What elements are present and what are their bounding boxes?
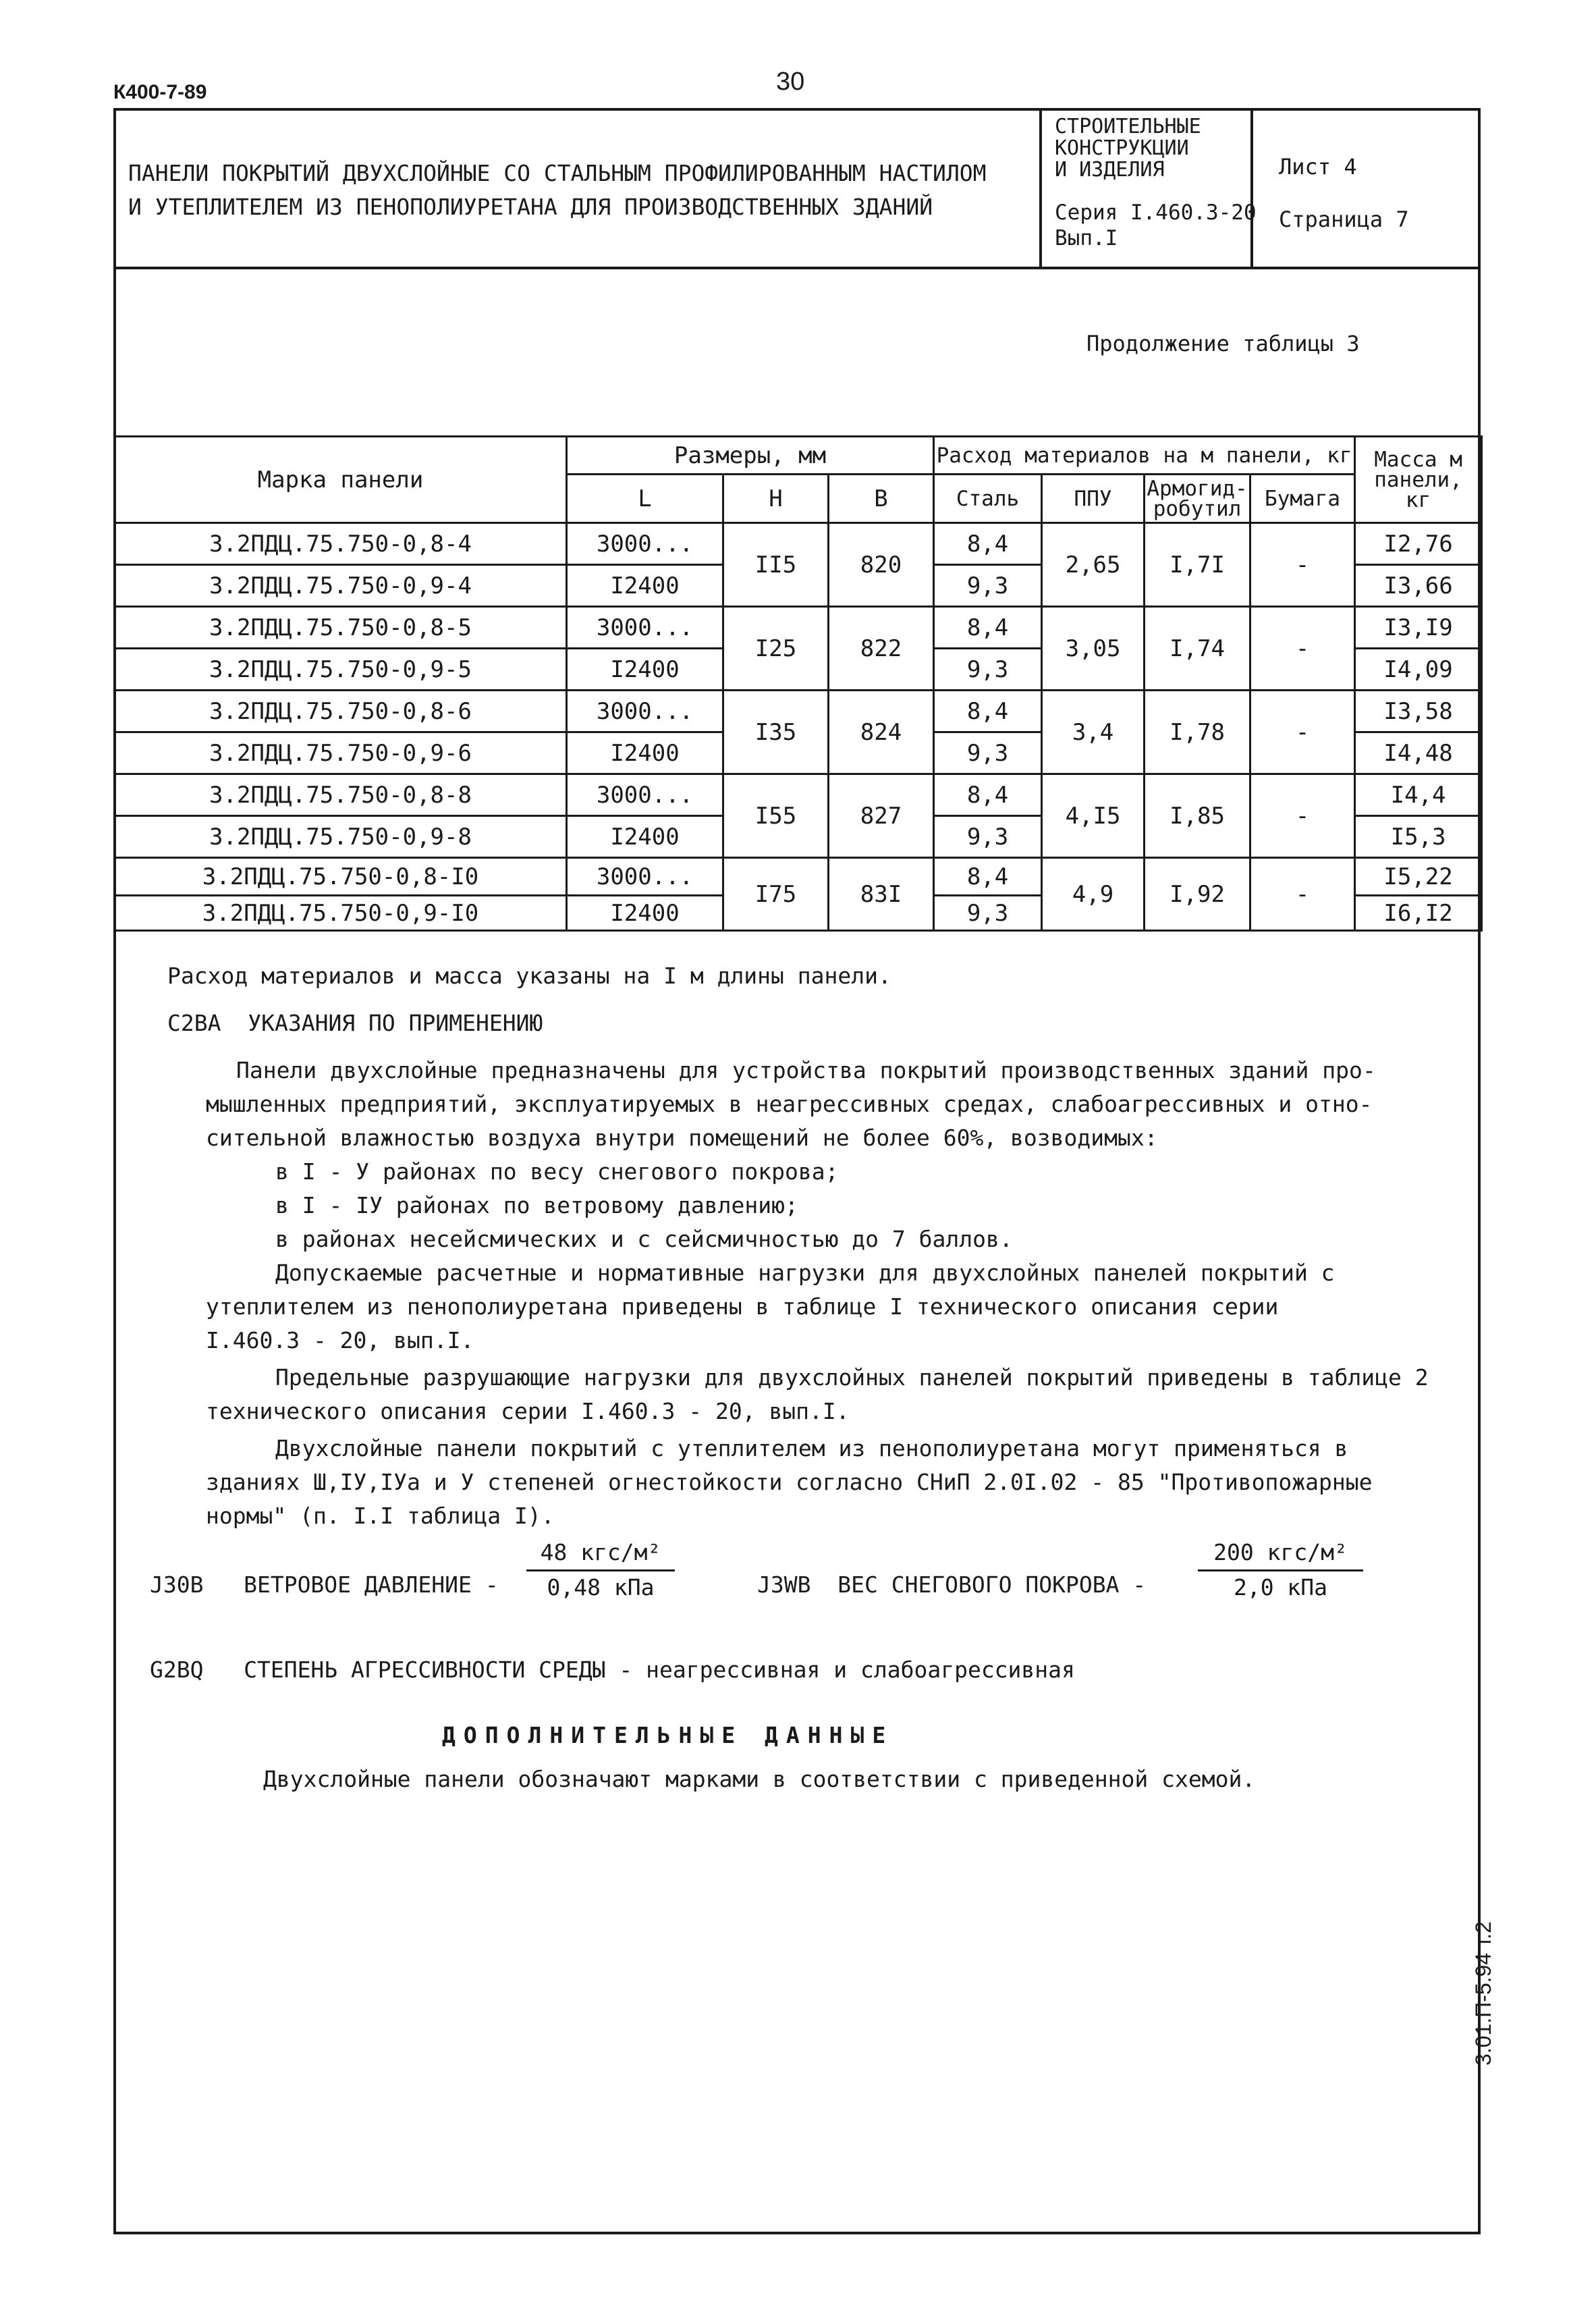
table-cell-armo: I,7I — [1145, 523, 1250, 607]
stamp-line: И ИЗДЕЛИЯ — [1055, 158, 1165, 182]
table-cell-mark: 3.2ПДЦ.75.750-0,9-4 — [115, 565, 567, 607]
stamp-line: СТРОИТЕЛЬНЫЕ — [1055, 115, 1201, 138]
table-cell-steel: 8,4 — [934, 691, 1042, 732]
snow-label: ВЕС СНЕГОВОГО ПОКРОВА - — [837, 1571, 1147, 1598]
table-cell-H: I35 — [723, 691, 829, 774]
table-cell-ppu: 3,05 — [1042, 607, 1145, 691]
table-cell-steel: 9,3 — [934, 816, 1042, 858]
table-cell-steel: 8,4 — [934, 523, 1042, 565]
page-label: Страница 7 — [1279, 207, 1409, 232]
table-cell-mass: I3,I9 — [1355, 607, 1482, 649]
table-cell-L: 3000... — [567, 523, 723, 565]
table-cell-H: I25 — [723, 607, 829, 691]
table-cell-L: 3000... — [567, 691, 723, 732]
table-cell-L: 3000... — [567, 858, 723, 896]
table-cell-mass: I2,76 — [1355, 523, 1482, 565]
table-cell-steel: 9,3 — [934, 649, 1042, 691]
side-stamp: 3.01.П-5.94 т.2 — [1471, 1921, 1495, 2066]
table-cell-mark: 3.2ПДЦ.75.750-0,9-I0 — [115, 896, 567, 931]
table-cell-H: II5 — [723, 523, 829, 607]
table-cell-steel: 9,3 — [934, 896, 1042, 931]
paragraph-line: Двухслойные панели покрытий с утеплителем из пенополиуретана могут применяться в — [275, 1435, 1348, 1461]
paragraph-line: в I - У районах по весу снегового покрова; — [275, 1158, 839, 1185]
sheet-label: Лист 4 — [1279, 154, 1357, 180]
table-cell-B: 822 — [829, 607, 934, 691]
snow-value-kpa: 2,0 кПа — [1233, 1574, 1328, 1601]
table-cell-B: 83I — [829, 858, 934, 931]
document-code: К400-7-89 — [113, 81, 207, 103]
table-cell-mass: I4,48 — [1355, 732, 1482, 774]
series-label: Серия I.460.3-20 — [1055, 200, 1257, 225]
snow-value: 200 кгс/м² — [1198, 1539, 1363, 1571]
stamp-line: КОНСТРУКЦИИ — [1055, 136, 1189, 160]
stamp-category — [1055, 116, 1201, 181]
paragraph-line: Панели двухслойные предназначены для устройства покрытий производственных зданий про- — [236, 1057, 1376, 1083]
mass-line: панели, — [1374, 467, 1462, 492]
header-L: L — [567, 475, 723, 523]
table-cell-mass: I3,66 — [1355, 565, 1482, 607]
table-cell-mark: 3.2ПДЦ.75.750-0,9-6 — [115, 732, 567, 774]
page-number: 30 — [776, 68, 805, 96]
aggressiveness — [150, 1652, 1075, 1687]
table-cell-H: I55 — [723, 774, 829, 858]
table-note: Расход материалов и масса указаны на I м длины панели. — [167, 963, 891, 989]
mass-line: кг — [1405, 487, 1431, 512]
table-caption: Продолжение таблицы 3 — [1086, 331, 1360, 356]
table-cell-L: I2400 — [567, 649, 723, 691]
title-block-sep-1 — [1039, 108, 1042, 268]
header-consumption: Расход материалов на м панели, кг — [934, 437, 1355, 475]
table-cell-mass: I6,I2 — [1355, 896, 1482, 931]
table-cell-steel: 9,3 — [934, 732, 1042, 774]
table-cell-ppu: 4,I5 — [1042, 774, 1145, 858]
table-cell-L: I2400 — [567, 732, 723, 774]
table-cell-mark: 3.2ПДЦ.75.750-0,8-4 — [115, 523, 567, 565]
header-H: Н — [723, 475, 829, 523]
table-cell-steel: 9,3 — [934, 565, 1042, 607]
title-line: ПАНЕЛИ ПОКРЫТИЙ ДВУХСЛОЙНЫЕ СО СТАЛЬНЫМ ПРОФИЛИРОВАННЫМ НАСТИЛОМ — [128, 160, 987, 186]
armo-line: робутил — [1153, 496, 1242, 521]
table-cell-L: I2400 — [567, 816, 723, 858]
wind-value-kpa: 0,48 кПа — [547, 1574, 655, 1601]
table-cell-mark: 3.2ПДЦ.75.750-0,8-I0 — [115, 858, 567, 896]
table-cell-mark: 3.2ПДЦ.75.750-0,8-5 — [115, 607, 567, 649]
header-ppu: ППУ — [1042, 475, 1145, 523]
table-cell-armo: I,92 — [1145, 858, 1250, 931]
header-paper: Бумага — [1250, 475, 1355, 523]
table-cell-L: 3000... — [567, 607, 723, 649]
table-cell-L: I2400 — [567, 896, 723, 931]
table-cell-steel: 8,4 — [934, 774, 1042, 816]
table-cell-steel: 8,4 — [934, 858, 1042, 896]
table-cell-paper: - — [1250, 774, 1355, 858]
table-cell-paper: - — [1250, 858, 1355, 931]
table-cell-ppu: 3,4 — [1042, 691, 1145, 774]
paragraph-line: в районах несейсмических и с сейсмичностью до 7 баллов. — [275, 1226, 1013, 1252]
section-title: УКАЗАНИЯ ПО ПРИМЕНЕНИЮ — [248, 1010, 543, 1036]
aggr-code: G2BQ — [150, 1657, 204, 1683]
table-cell-ppu: 2,65 — [1042, 523, 1145, 607]
document-title — [128, 157, 987, 224]
table-cell-paper: - — [1250, 691, 1355, 774]
table-cell-mass: I4,4 — [1355, 774, 1482, 816]
table-cell-ppu: 4,9 — [1042, 858, 1145, 931]
extra-data-title: ДОПОЛНИТЕЛЬНЫЕ ДАННЫЕ — [442, 1722, 894, 1748]
header-steel: Сталь — [934, 475, 1042, 523]
table-cell-mark: 3.2ПДЦ.75.750-0,8-6 — [115, 691, 567, 732]
aggr-label: СТЕПЕНЬ АГРЕССИВНОСТИ СРЕДЫ - неагрессивная и слабоагрессивная — [244, 1657, 1075, 1683]
wind-value: 48 кгс/м² — [526, 1539, 675, 1571]
table-cell-armo: I,78 — [1145, 691, 1250, 774]
snow-fraction — [1198, 1539, 1363, 1601]
table-cell-L: I2400 — [567, 565, 723, 607]
table-cell-mark: 3.2ПДЦ.75.750-0,8-8 — [115, 774, 567, 816]
wind-fraction — [526, 1539, 675, 1601]
header-mass — [1355, 437, 1482, 523]
table-cell-mass: I4,09 — [1355, 649, 1482, 691]
table-cell-armo: I,74 — [1145, 607, 1250, 691]
section-code: C2BA — [167, 1010, 221, 1036]
table-cell-armo: I,85 — [1145, 774, 1250, 858]
header-sizes: Размеры, мм — [567, 437, 934, 475]
armo-line: Армогид- — [1147, 476, 1248, 501]
paragraph-line: Допускаемые расчетные и нормативные нагрузки для двухслойных панелей покрытий с — [275, 1260, 1335, 1286]
title-block-divider — [113, 267, 1481, 269]
wind-label: ВЕТРОВОЕ ДАВЛЕНИЕ - — [244, 1571, 499, 1598]
stamp-series — [1055, 200, 1257, 251]
issue-label: Вып.I — [1055, 226, 1118, 250]
table-cell-B: 827 — [829, 774, 934, 858]
wind-load — [150, 1567, 499, 1602]
paragraph-line: I.460.3 - 20, вып.I. — [206, 1327, 474, 1353]
table-cell-mass: I5,3 — [1355, 816, 1482, 858]
table-cell-paper: - — [1250, 607, 1355, 691]
snow-load — [757, 1567, 1146, 1602]
wind-code: J30B — [150, 1571, 204, 1598]
paragraph-line: сительной влажностью воздуха внутри помещений не более 60%, возводимых: — [206, 1125, 1158, 1151]
table-cell-mark: 3.2ПДЦ.75.750-0,9-5 — [115, 649, 567, 691]
mass-line: Масса м — [1374, 447, 1462, 472]
header-B: В — [829, 475, 934, 523]
table-cell-paper: - — [1250, 523, 1355, 607]
table-cell-B: 820 — [829, 523, 934, 607]
table-cell-mass: I5,22 — [1355, 858, 1482, 896]
extra-data-text: Двухслойные панели обозначают марками в соответствии с приведенной схемой. — [263, 1766, 1256, 1792]
paragraph-line: утеплителем из пенополиуретана приведены в таблице I технического описания серии — [206, 1293, 1279, 1320]
snow-code: J3WB — [757, 1571, 811, 1598]
paragraph-line: технического описания серии I.460.3 - 20, вып.I. — [206, 1398, 850, 1424]
table-cell-mass: I3,58 — [1355, 691, 1482, 732]
paragraph-line: Предельные разрушающие нагрузки для двухслойных панелей покрытий приведены в таблице 2 — [275, 1364, 1429, 1391]
paragraph-line: мышленных предприятий, эксплуатируемых в неагрессивных средах, слабоагрессивных и отно- — [206, 1091, 1373, 1117]
paragraph-line: нормы" (п. I.I таблица I). — [206, 1503, 555, 1529]
header-mark: Марка панели — [115, 437, 567, 523]
table-cell-L: 3000... — [567, 774, 723, 816]
table-cell-steel: 8,4 — [934, 607, 1042, 649]
section-heading — [167, 1006, 543, 1040]
title-line: И УТЕПЛИТЕЛЕМ ИЗ ПЕНОПОЛИУРЕТАНА ДЛЯ ПРОИЗВОДСТВЕННЫХ ЗДАНИЙ — [128, 194, 933, 220]
table-cell-mark: 3.2ПДЦ.75.750-0,9-8 — [115, 816, 567, 858]
table-cell-B: 824 — [829, 691, 934, 774]
panel-table — [113, 435, 1483, 932]
header-armo — [1145, 475, 1250, 523]
table-cell-H: I75 — [723, 858, 829, 931]
paragraph-line: в I - IУ районах по ветровому давлению; — [275, 1192, 798, 1218]
paragraph-line: зданиях Ш,IУ,IУа и У степеней огнестойкости согласно СНиП 2.0I.02 - 85 "Противопожарные — [206, 1469, 1373, 1495]
